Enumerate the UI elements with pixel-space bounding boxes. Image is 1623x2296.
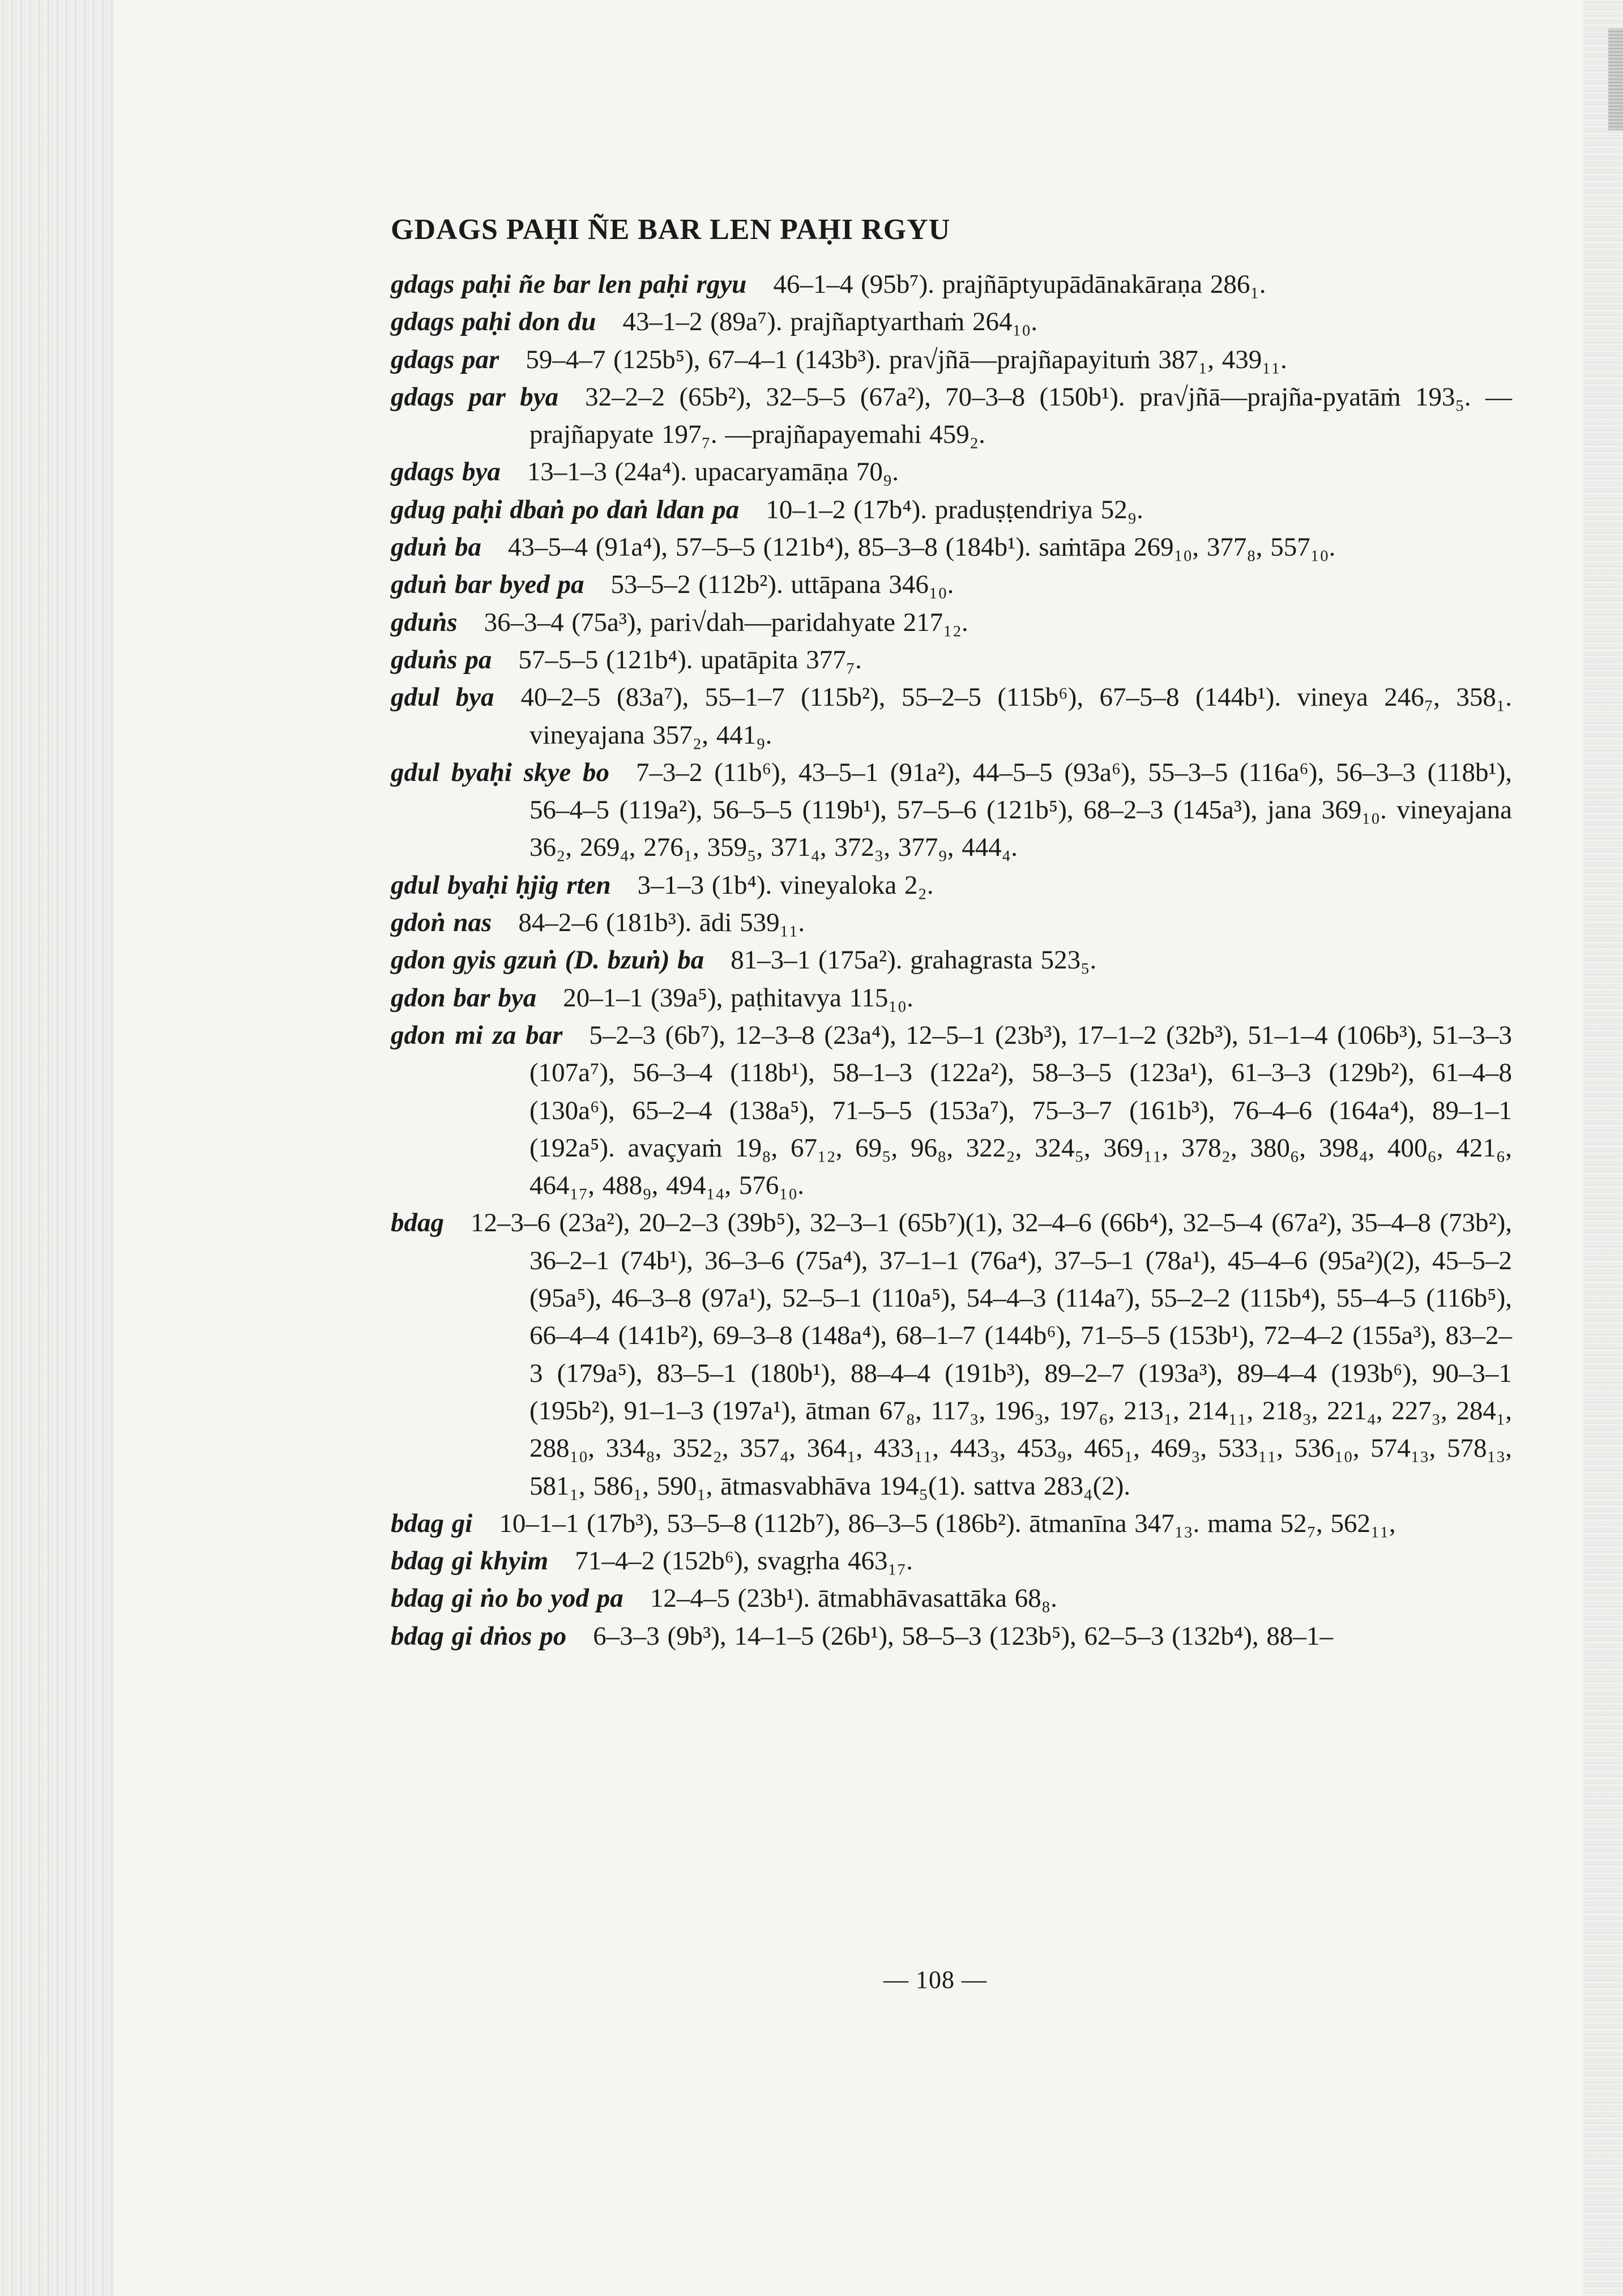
entry-term: gdags par bya — [391, 382, 559, 412]
entry-term: gdon mi za bar — [391, 1020, 563, 1050]
entry-term: bdag gi — [391, 1508, 473, 1538]
entry-term: gdug paḥi dbaṅ po daṅ ldan pa — [391, 494, 740, 524]
entry-references: 13–1–3 (24a⁴). upacaryamāṇa 70₉. — [527, 457, 899, 487]
entry-term: gdags paḥi don du — [391, 307, 596, 337]
dictionary-entry — [391, 867, 1512, 904]
entry-references: 12–3–6 (23a²), 20–2–3 (39b⁵), 32–3–1 (65b⁷)(1), 32–4–6 (66b⁴), 32–5–4 (67a²), 35–4–8 (73b²), 36–2–1 (74b¹), 36–3–6 (75a⁴), 37–1–1 (76a⁴), 37–5–1 (78a¹), 45–4–6 (95a²)(2), 45–5–2 (95a⁵), 46–3–8 (97a¹), 52–5–1 (110a⁵), 54–4–3 (114a⁷), 55–2–2 (115b⁴), 55–4–5 (116b⁵), 66–4–4 (141b²), 69–3–8 (148a⁴), 68–1–7 (144b⁶), 71–5–5 (153b¹), 72–4–2 (155a³), 83–2–3 (179a⁵), 83–5–1 (180b¹), 88–4–4 (191b³), 89–2–7 (193a³), 89–4–4 (193b⁶), 90–3–1 (195b²), 91–1–3 (197a¹), ātman 67₈, 117₃, 196₃, 197₆, 213₁, 214₁₁, 218₃, 221₄, 227₃, 284₁, 288₁₀, 334₈, 352₂, 357₄, 364₁, 433₁₁, 443₃, 453₉, 465₁, 469₃, 533₁₁, 536₁₀, 574₁₃, 578₁₃, 581₁, 586₁, 590₁, ātmasvabhāva 194₅(1). sattva 283₄(2). — [471, 1208, 1512, 1501]
entry-references: 53–5–2 (112b²). uttāpana 346₁₀. — [610, 570, 954, 600]
entry-term: gdoṅ nas — [391, 908, 492, 938]
dictionary-entry — [391, 266, 1512, 303]
dictionary-entry — [391, 754, 1512, 867]
dictionary-entry — [391, 1505, 1512, 1542]
entry-term: gduṅ bar byed pa — [391, 570, 584, 600]
dictionary-entry — [391, 341, 1512, 378]
entry-term: bdag gi dṅos po — [391, 1621, 567, 1651]
dictionary-entry — [391, 979, 1512, 1017]
dictionary-entry — [391, 1618, 1512, 1655]
dictionary-entry — [391, 528, 1512, 566]
entry-term: gdul byaḥi skye bo — [391, 757, 609, 787]
entry-term: gdon gyis gzuṅ (D. bzuṅ) ba — [391, 945, 704, 975]
entry-term: gduṅs — [391, 607, 458, 637]
dictionary-entry — [391, 678, 1512, 754]
entry-references: 43–5–4 (91a⁴), 57–5–5 (121b⁴), 85–3–8 (184b¹). saṁtāpa 269₁₀, 377₈, 557₁₀. — [508, 532, 1336, 562]
entry-term: bdag gi ṅo bo yod pa — [391, 1584, 623, 1614]
entry-references: 10–1–1 (17b³), 53–5–8 (112b⁷), 86–3–5 (186b²). ātmanīna 347₁₃. mama 52₇, 562₁₁, — [499, 1508, 1396, 1538]
entry-term: gdul bya — [391, 682, 494, 712]
dictionary-entry — [391, 378, 1512, 454]
entry-term: gduṅs pa — [391, 645, 492, 675]
entry-references: 84–2–6 (181b³). ādi 539₁₁. — [518, 908, 805, 938]
running-head: GDAGS PAḤI ÑE BAR LEN PAḤI RGYU — [391, 214, 951, 246]
entry-references: 59–4–7 (125b⁵), 67–4–1 (143b³). pra√jñā—prajñapayituṁ 387₁, 439₁₁. — [526, 344, 1287, 374]
entry-references: 7–3–2 (11b⁶), 43–5–1 (91a²), 44–5–5 (93a⁶), 55–3–5 (116a⁶), 56–3–3 (118b¹), 56–4–5 (119a²), 56–5–5 (119b¹), 57–5–6 (121b⁵), 68–2–3 (145a³), jana 369₁₀. vineyajana 36₂, 269₄, 276₁, 359₅, 371₄, 372₃, 377₉, 444₄. — [529, 757, 1512, 863]
dictionary-entry — [391, 491, 1512, 528]
dictionary-entry — [391, 1017, 1512, 1204]
entry-references: 71–4–2 (152b⁶), svagṛha 463₁₇. — [575, 1546, 913, 1576]
entry-references: 10–1–2 (17b⁴). praduṣṭendriya 52₉. — [766, 494, 1143, 524]
dictionary-entry — [391, 641, 1512, 678]
entry-term: gdags paḥi ñe bar len paḥi rgyu — [391, 270, 747, 299]
entry-term: gdags bya — [391, 457, 501, 487]
dictionary-entry — [391, 303, 1512, 340]
entry-references: 5–2–3 (6b⁷), 12–3–8 (23a⁴), 12–5–1 (23b³), 17–1–2 (32b³), 51–1–4 (106b³), 51–3–3 (107a⁷), 56–3–4 (118b¹), 58–1–3 (122a²), 58–3–5 (123a¹), 61–3–3 (129b²), 61–4–8 (130a⁶), 65–2–4 (138a⁵), 71–5–5 (153a⁷), 75–3–7 (161b³), 76–4–6 (164a⁴), 89–1–1 (192a⁵). avaçyaṁ 19₈, 67₁₂, 69₅, 96₈, 322₂, 324₅, 369₁₁, 378₂, 380₆, 398₄, 400₆, 421₆, 464₁₇, 488₉, 494₁₄, 576₁₀. — [529, 1020, 1513, 1201]
dictionary-page — [391, 207, 1512, 1655]
dictionary-entry — [391, 453, 1512, 490]
entry-references: 46–1–4 (95b⁷). prajñāptyupādānakāraṇa 286₁. — [773, 270, 1266, 299]
entry-references: 81–3–1 (175a²). grahagrasta 523₅. — [731, 945, 1097, 975]
scan-edge-mark — [1608, 28, 1623, 130]
entry-term: bdag — [391, 1208, 444, 1238]
entry-references: 32–2–2 (65b²), 32–5–5 (67a²), 70–3–8 (150b¹). pra√jñā—prajña-pyatāṁ 193₅. —prajñapyate 197₇. —prajñapayemahi 459₂. — [529, 382, 1512, 450]
entry-references: 20–1–1 (39a⁵), paṭhitavya 115₁₀. — [563, 983, 913, 1013]
dictionary-entry — [391, 1204, 1512, 1504]
entry-term: gdags par — [391, 344, 499, 374]
entry-references: 43–1–2 (89a⁷). prajñaptyarthaṁ 264₁₀. — [622, 307, 1038, 337]
dictionary-entry — [391, 566, 1512, 603]
entry-references: 6–3–3 (9b³), 14–1–5 (26b¹), 58–5–3 (123b⁵), 62–5–3 (132b⁴), 88–1– — [593, 1621, 1333, 1651]
entry-references: 3–1–3 (1b⁴). vineyaloka 2₂. — [637, 870, 934, 900]
scan-edge-right — [1583, 0, 1623, 2296]
dictionary-entry — [391, 904, 1512, 941]
dictionary-entry — [391, 604, 1512, 641]
scan-edge-left — [0, 0, 113, 2296]
entry-term: bdag gi khyim — [391, 1546, 549, 1576]
entry-term: gdul byaḥi ḥjig rten — [391, 870, 611, 900]
dictionary-entry — [391, 1580, 1512, 1617]
entry-references: 12–4–5 (23b¹). ātmabhāvasattāka 68₈. — [650, 1584, 1057, 1614]
entry-references: 57–5–5 (121b⁴). upatāpita 377₇. — [518, 645, 862, 675]
entry-references: 36–3–4 (75a³), pari√dah—paridahyate 217₁₂. — [484, 607, 968, 637]
entry-references: 40–2–5 (83a⁷), 55–1–7 (115b²), 55–2–5 (115b⁶), 67–5–8 (144b¹). vineya 246₇, 358₁. vineyajana 357₂, 441₉. — [520, 682, 1512, 750]
entry-term: gduṅ ba — [391, 532, 482, 562]
dictionary-entry — [391, 941, 1512, 979]
dictionary-entry — [391, 1542, 1512, 1580]
entry-term: gdon bar bya — [391, 983, 537, 1013]
page-number: — 108 — — [883, 1966, 987, 1994]
entry-list — [391, 266, 1512, 1655]
